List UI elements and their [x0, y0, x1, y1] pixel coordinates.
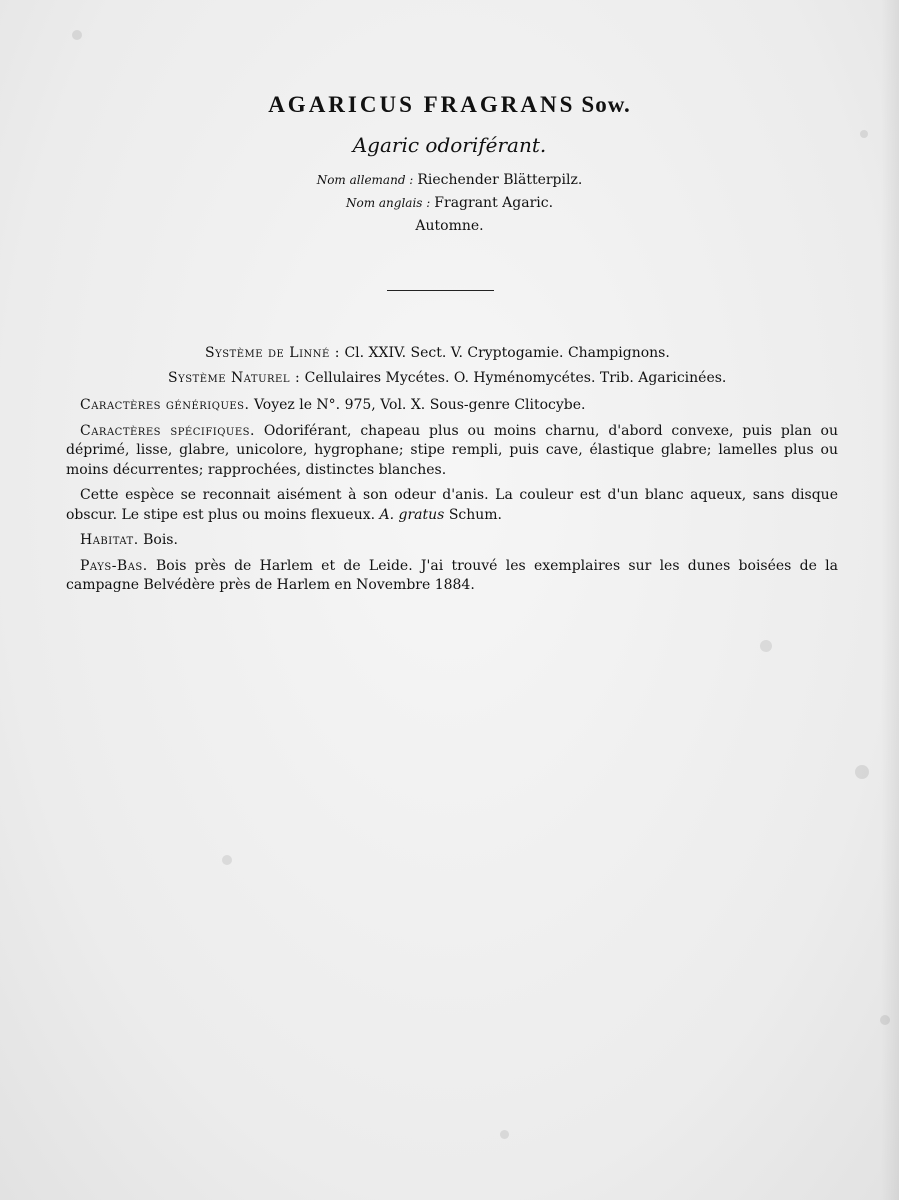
paper-speck [855, 765, 869, 779]
species-author: Sow. [581, 92, 631, 117]
german-name-line [0, 172, 899, 188]
english-name-label: Nom anglais : [345, 196, 431, 210]
paper-speck [500, 1130, 509, 1139]
pays-bas-label: Pays-Bas. [80, 557, 148, 574]
description-body [66, 396, 838, 602]
specific-characters-paragraph [66, 422, 838, 481]
systeme-linne-line [205, 345, 670, 361]
paper-speck [72, 30, 82, 40]
pays-bas-text: Bois près de Harlem et de Leide. J'ai trouvé les exemplaires sur les dunes boisées de la campagne Belvédère près de Harlem en Novembre 1884. [66, 557, 838, 593]
remark-paragraph [66, 486, 838, 525]
pays-bas-paragraph [66, 557, 838, 596]
species-name: AGARICUS FRAGRANS [268, 92, 576, 117]
systeme-linne-text: Cl. XXIV. Sect. V. Cryptogamie. Champignons. [344, 345, 670, 361]
paper-speck [880, 1015, 890, 1025]
remark-text: Cette espèce se reconnait aisément à son odeur d'anis. La couleur est d'un blanc aqueux, sans disque obscur. Le stipe est plus ou moins flexueux. [66, 487, 838, 523]
generic-characters-text: Voyez le N°. 975, Vol. X. Sous-genre Clitocybe. [253, 397, 586, 413]
paper-speck [222, 855, 232, 865]
species-title [0, 92, 899, 118]
german-name: Riechender Blätterpilz. [417, 172, 583, 188]
english-name: Fragrant Agaric. [434, 195, 554, 211]
species-subtitle: Agaric odoriférant. [352, 133, 547, 157]
systeme-linne-label: Système de Linné : [205, 345, 340, 361]
synonym-author: Schum. [448, 506, 503, 523]
synonym-name: A. gratus [379, 506, 445, 523]
generic-characters-paragraph [66, 396, 838, 416]
habitat-text: Bois. [143, 532, 178, 548]
generic-characters-label: Caractères génériques. [80, 397, 250, 413]
specific-characters-label: Caractères spécifiques. [80, 422, 255, 439]
systeme-naturel-line [168, 370, 726, 386]
season: Automne. [415, 218, 484, 234]
specific-characters-text: Odoriférant, chapeau plus ou moins charnu, d'abord convexe, puis plan ou déprimé, lisse, glabre, unicolore, hygrophane; stipe rempli, puis cave, élastique glabre; lamelles plus ou moins décurrentes; rapprochées, distinctes blanches. [66, 422, 838, 478]
paper-speck [760, 640, 772, 652]
systeme-naturel-text: Cellulaires Mycétes. O. Hyménomycétes. Trib. Agaricinées. [304, 370, 727, 386]
systeme-naturel-label: Système Naturel : [168, 370, 301, 386]
habitat-paragraph [66, 531, 838, 551]
habitat-label: Habitat. [80, 532, 139, 548]
divider-rule [387, 290, 494, 291]
english-name-line [0, 195, 899, 211]
german-name-label: Nom allemand : [316, 173, 414, 187]
